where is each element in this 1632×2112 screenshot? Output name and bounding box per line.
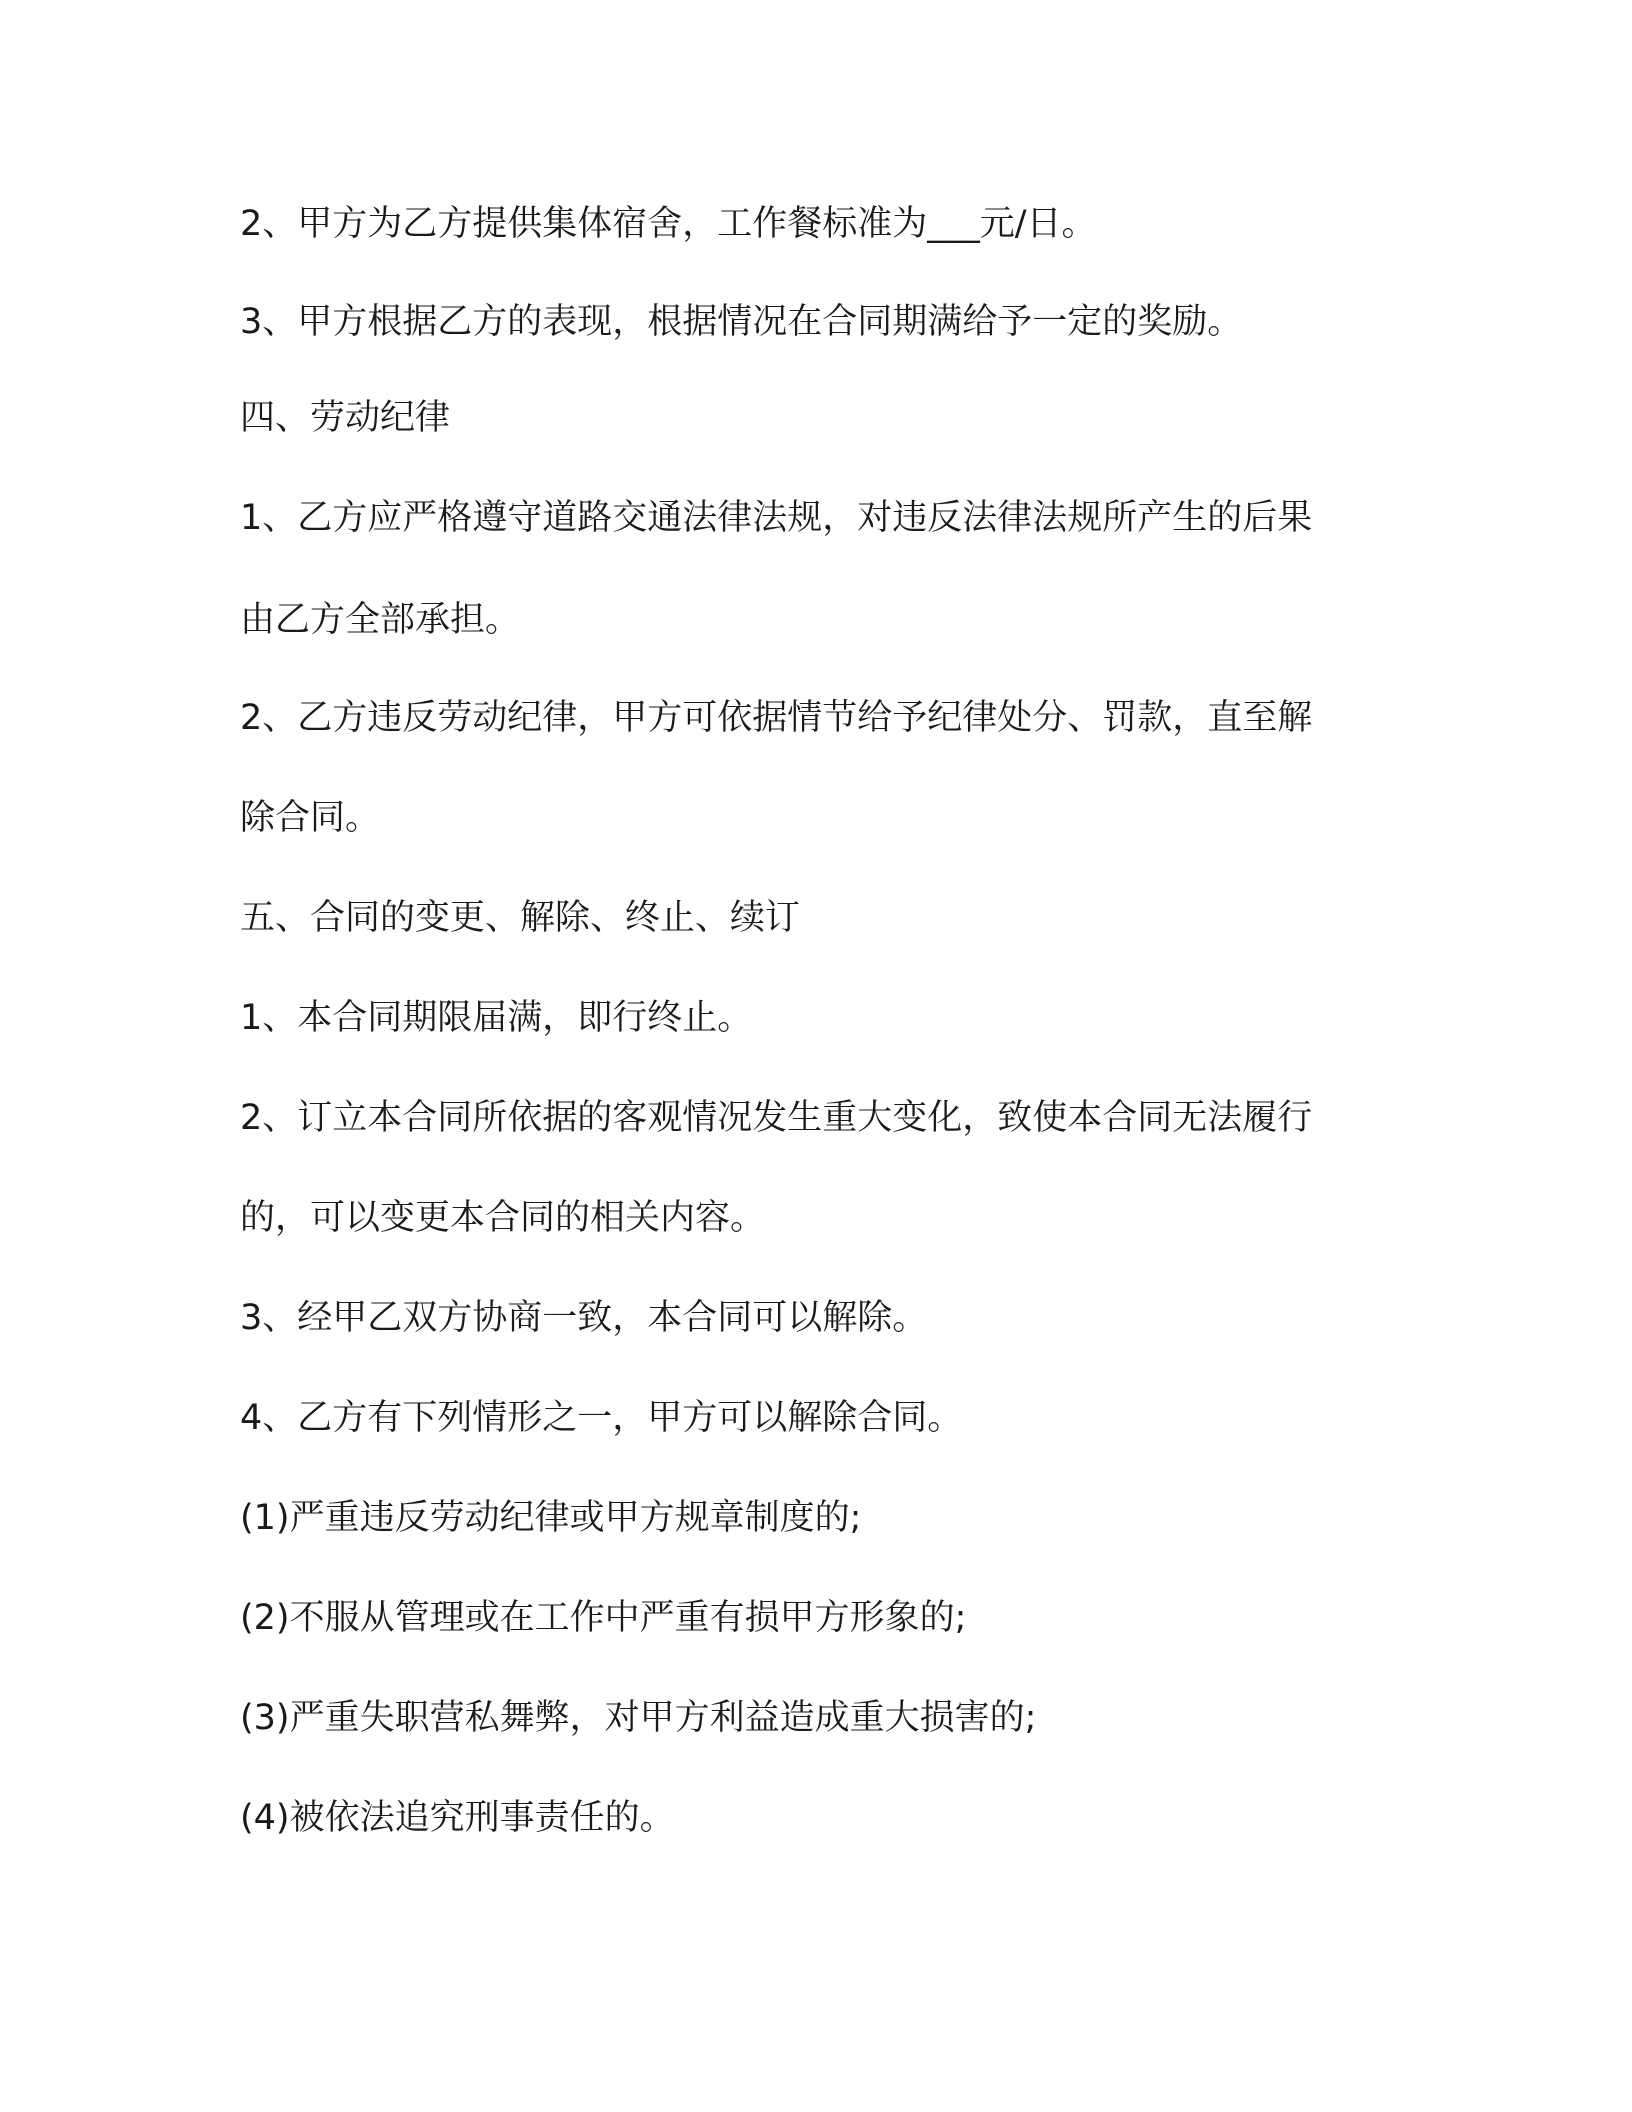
- list-item-2: (2)不服从管理或在工作中严重有损甲方形象的;: [240, 1598, 967, 1638]
- paragraph-meal-standard: 2、甲方为乙方提供集体宿舍，工作餐标准为___元/日。: [240, 204, 1097, 244]
- list-item-3: (3)严重失职营私舞弊，对甲方利益造成重大损害的;: [240, 1698, 1037, 1738]
- paragraph-traffic-laws-cont: 由乙方全部承担。: [240, 600, 521, 640]
- paragraph-traffic-laws: 1、乙方应严格遵守道路交通法律法规，对违反法律法规所产生的后果: [240, 498, 1313, 538]
- paragraph-mutual-termination: 3、经甲乙双方协商一致，本合同可以解除。: [240, 1298, 928, 1338]
- list-item-1: (1)严重违反劳动纪律或甲方规章制度的;: [240, 1498, 862, 1538]
- paragraph-discipline-violation-cont: 除合同。: [240, 798, 381, 838]
- paragraph-reward: 3、甲方根据乙方的表现，根据情况在合同期满给予一定的奖励。: [240, 302, 1243, 342]
- section-heading-labor-discipline: 四、劳动纪律: [240, 398, 451, 438]
- paragraph-discipline-violation: 2、乙方违反劳动纪律，甲方可依据情节给予纪律处分、罚款，直至解: [240, 698, 1313, 738]
- paragraph-termination-conditions: 4、乙方有下列情形之一，甲方可以解除合同。: [240, 1398, 963, 1438]
- paragraph-circumstance-change-cont: 的，可以变更本合同的相关内容。: [240, 1198, 766, 1238]
- paragraph-circumstance-change: 2、订立本合同所依据的客观情况发生重大变化，致使本合同无法履行: [240, 1098, 1313, 1138]
- paragraph-expiry: 1、本合同期限届满，即行终止。: [240, 998, 753, 1038]
- section-heading-contract-changes: 五、合同的变更、解除、终止、续订: [240, 898, 801, 938]
- list-item-4: (4)被依法追究刑事责任的。: [240, 1798, 675, 1838]
